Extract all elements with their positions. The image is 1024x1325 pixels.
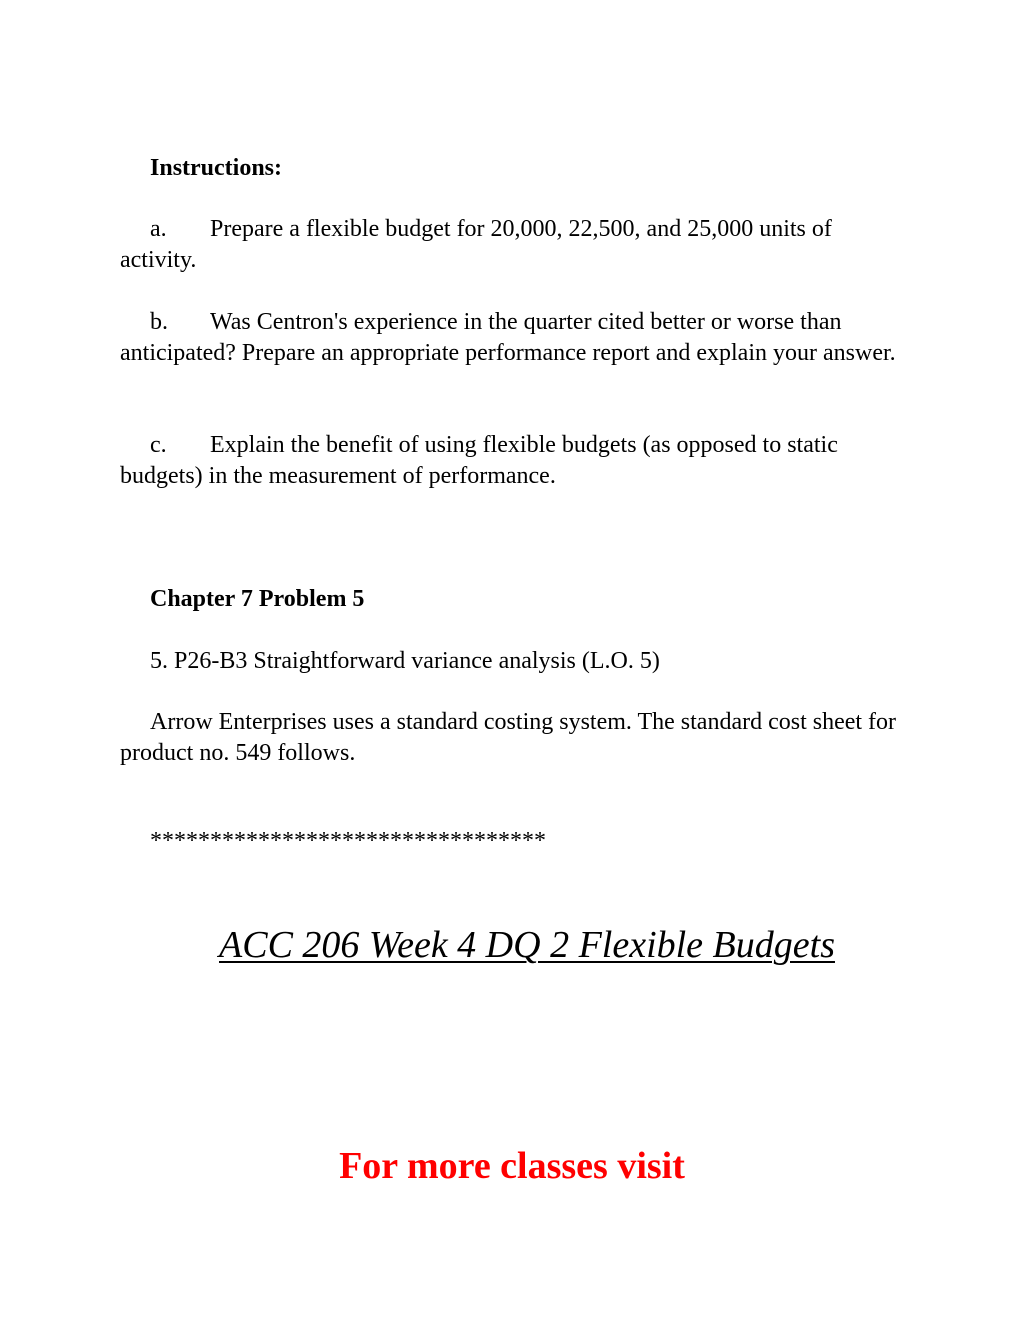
course-link-title[interactable]: ACC 206 Week 4 DQ 2 Flexible Budgets <box>219 924 835 966</box>
separator-line: ********************************* <box>150 828 546 854</box>
instruction-letter-a: a. <box>150 216 167 242</box>
problem-text: Arrow Enterprises uses a standard costing system. The standard cost sheet for product no. 549 follows. <box>120 709 897 766</box>
instruction-item-b <box>120 307 910 369</box>
instruction-item-a <box>120 214 910 276</box>
instruction-text-b: Was Centron's experience in the quarter cited better or worse than anticipated? Prepare an appropriate performance report and explain your answer. <box>120 309 896 366</box>
promo-heading: For more classes visit <box>339 1145 685 1187</box>
instruction-letter-b: b. <box>150 309 168 335</box>
chapter-heading: Chapter 7 Problem 5 <box>150 586 365 612</box>
problem-title: 5. P26-B3 Straightforward variance analysis (L.O. 5) <box>150 648 660 674</box>
instruction-item-c <box>120 430 910 492</box>
instructions-heading: Instructions: <box>150 155 283 181</box>
instruction-letter-c: c. <box>150 432 167 458</box>
instruction-text-a: Prepare a flexible budget for 20,000, 22,500, and 25,000 units of activity. <box>120 216 832 273</box>
instruction-text-c: Explain the benefit of using flexible budgets (as opposed to static budgets) in the measurement of performance. <box>120 432 838 489</box>
